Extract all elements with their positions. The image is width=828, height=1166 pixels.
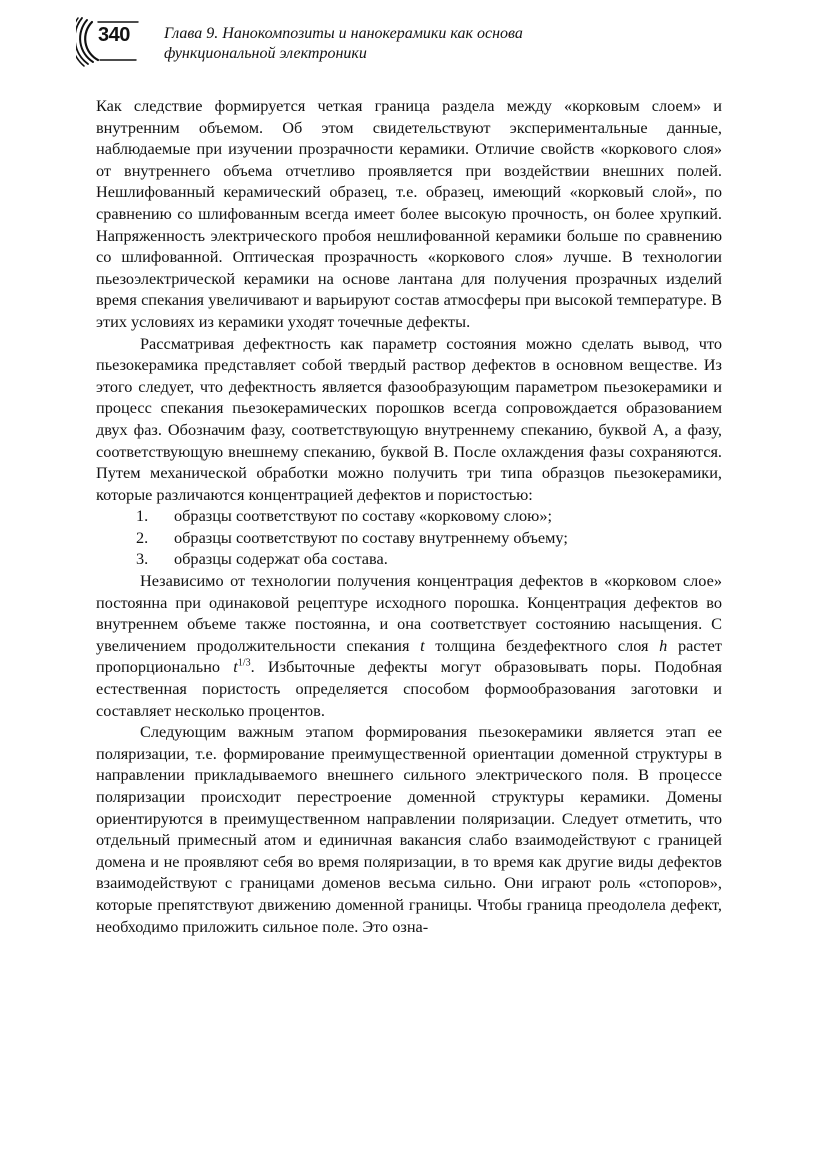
paragraph-3-part-4: . Избыточные дефекты могут образовывать поры. Подобная естественная пористость определяется способом формообразования заготовки и составляет несколько процентов.: [96, 657, 722, 720]
exponent: 1/3: [237, 658, 251, 670]
paragraph-4: Следующим важным этапом формирования пьезокерамики является этап ее поляризации, т.е. формирование преимущественной ориентации доменной структуры в направлении прикладываемого внешнего сильного электрического поля. В процессе поляризации происходит перестроение доменной структуры керамики. Домены ориентируются в преимущественном направлении поляризации. Следует отметить, что отдельный примесный атом и единичная вакансия слабо взаимодействуют с границей домена и не проявляют себя во время поляризации, в то время как другие виды дефектов взаимодействуют с границами доменов весьма сильно. Они играют роль «стопоров», которые препятствуют движению доменной границы. Чтобы граница преодолела дефект, необходимо приложить сильное поле. Это озна-: [96, 722, 722, 936]
variable-t: t: [420, 635, 425, 655]
list-item: [96, 505, 722, 527]
list-item-text: образцы соответствуют по составу внутреннему объему;: [174, 527, 568, 547]
paragraph-3-part-2: толщина бездефектного слоя: [424, 635, 660, 655]
list-item-text: образцы соответствуют по составу «корковому слою»;: [174, 506, 553, 526]
chapter-title-line-1: Глава 9. Нанокомпозиты и нанокерамики как основа: [164, 25, 523, 42]
variable-t-power: t: [233, 657, 238, 677]
paragraph-2: Рассматривая дефектность как параметр состояния можно сделать вывод, что пьезокерамика представляет собой твердый раствор дефектов в основном веществе. Из этого следует, что дефектность является фазообразующим параметром пьезокерамики и процесс спекания пьезокерамических порошков всегда сопровождается образованием двух фаз. Обозначим фазу, соответствующую внутреннему спеканию, буквой А, а фазу, соответствующую внешнему спеканию, буквой В. После охлаждения фазы сохраняются. Путем механической обработки можно получить три типа образцов пьезокерамики, которые различаются концентрацией дефектов и пористостью:: [96, 333, 722, 504]
list-item-number: 3.: [136, 549, 149, 569]
list-item-text: образцы содержат оба состава.: [174, 549, 388, 569]
body-text: [96, 95, 722, 937]
list-item-number: 1.: [136, 506, 149, 526]
list-item: [96, 548, 722, 570]
running-head-chapter-title: [164, 24, 724, 64]
sample-types-list: [96, 505, 722, 570]
paragraph-3-part-3: растет пропорционально: [96, 635, 722, 677]
page-number: 340: [98, 24, 130, 46]
variable-h: h: [659, 635, 668, 655]
list-item-number: 2.: [136, 527, 149, 547]
list-item: [96, 527, 722, 549]
paragraph-1: Как следствие формируется четкая граница раздела между «корковым слоем» и внутренним объемом. Об этом свидетельствуют экспериментальные данные, наблюдаемые при изучении прозрачности керамики. Отличие свойств «коркового слоя» от внутреннего объема отчетливо проявляется при воздействии внешних полей. Нешлифованный керамический образец, т.е. образец, имеющий «корковый слой», по сравнению со шлифованным всегда имеет более высокую прочность, он более хрупкий. Напряженность электрического пробоя нешлифованной керамики больше по сравнению со шлифованной. Оптическая прозрачность «коркового слоя» лучше. В технологии пьезоэлектрической керамики на основе лантана для получения прозрачных изделий время спекания увеличивают и варьируют состав атмосферы при высокой температуре. В этих условиях из керамики уходят точечные дефекты.: [96, 96, 722, 331]
paragraph-3: [96, 570, 722, 721]
page-header: [76, 12, 776, 72]
chapter-title-line-2: функциональной электроники: [164, 45, 367, 62]
paragraph-3-part-1: Независимо от технологии получения концентрация дефектов в «корковом слое» постоянна при одинаковой рецептуре исходного порошка. Концентрация дефектов во внутреннем объеме также постоянна, и она соответствует состоянию насыщения. С увеличением продолжительности спекания: [96, 571, 722, 655]
